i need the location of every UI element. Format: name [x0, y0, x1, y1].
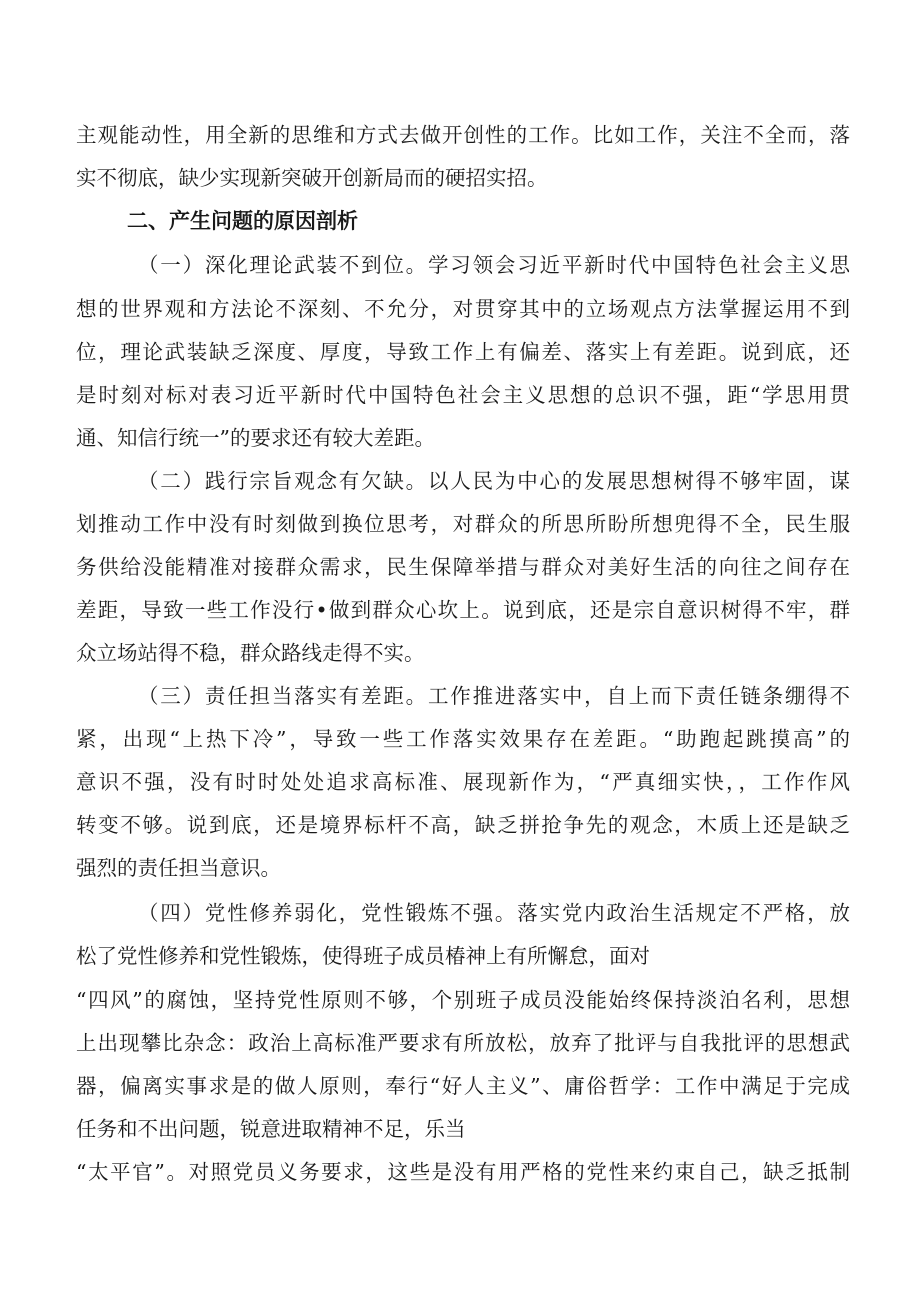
para4-line-3: “四风”的腐蚀，坚持党性原则不够，个别班子成员没能始终保持淡泊名利，思想	[76, 988, 850, 1012]
para3-line-3: 意识不强，没有时时处处追求高标准、展现新作为，“严真细实快，，工作作风	[76, 770, 850, 794]
para4-line-7: “太平官”。对照党员义务要求，这些是没有用严格的党性来约束自己，缺乏抵制	[76, 1160, 850, 1184]
intro-line-1: 主观能动性，用全新的思维和方式去做开创性的工作。比如工作，关注不全而，落	[76, 123, 850, 147]
para3-line-2: 紧，出现“上热下冷”，导致一些工作落实效果存在差距。“助跑起跳摸高”的	[76, 727, 850, 751]
para2-line-1: （二）践行宗旨观念有欠缺。以人民为中心的发展思想树得不够牢固，谋	[138, 469, 850, 493]
para2-line-4: 差距，导致一些工作没行•做到群众心坎上。说到底，还是宗自意识树得不牢，群	[76, 598, 850, 622]
section-heading: 二、产生问题的原因剖析	[127, 209, 358, 233]
para1-line-4: 是时刻对标对表习近平新时代中国特色社会主义思想的总识不强，距“学思用贯	[76, 383, 850, 407]
para1-line-2: 想的世界观和方法论不深刻、不允分，对贯穿其中的立场观点方法掌握运用不到	[76, 297, 850, 321]
para3-line-5: 强烈的责任担当意识。	[76, 856, 281, 880]
para4-line-6: 任务和不出问题，锐意进取精神不足，乐当	[76, 1117, 466, 1141]
para3-line-4: 转变不够。说到底，还是境界标杆不高，缺乏拼抢争先的观念，木质上还是缺乏	[76, 813, 850, 837]
para1-line-3: 位，理论武装缺乏深度、厚度，导致工作上有偏差、落实上有差距。说到底，还	[76, 340, 850, 364]
para2-line-3: 务供给没能精准对接群众需求，民生保障举措与群众对美好生活的向往之间存在	[76, 555, 850, 579]
para4-line-1: （四）党性修养弱化，党性锻炼不强。落实党内政治生活规定不严格，放	[138, 901, 850, 925]
para1-line-5: 通、知信行统一”的要求还有较大差距。	[76, 426, 435, 450]
para2-line-2: 划推动工作中没有时刻做到换位思考，对群众的所思所盼所想兜得不全，民生服	[76, 512, 850, 536]
para4-line-4: 上出现攀比杂念：政治上高标准严要求有所放松，放弃了批评与自我批评的思想武	[76, 1031, 850, 1055]
intro-line-2: 实不彻底，缺少实现新突破开创新局而的硬招实招。	[76, 166, 548, 190]
para3-line-1: （三）责任担当落实有差距。工作推进落实中，自上而下责任链条绷得不	[138, 684, 850, 708]
para4-line-5: 器，偏离实事求是的做人原则，奉行“好人主义”、庸俗哲学：工作中满足于完成	[76, 1074, 850, 1098]
para1-line-1: （一）深化理论武装不到位。学习领会习近平新时代中国特色社会主义思	[138, 253, 850, 277]
para4-line-2: 松了党性修养和党性锻炼，使得班子成员椿神上有所懈怠，面对	[76, 944, 650, 968]
para2-line-5: 众立场站得不稳，群众路线走得不实。	[76, 641, 425, 665]
